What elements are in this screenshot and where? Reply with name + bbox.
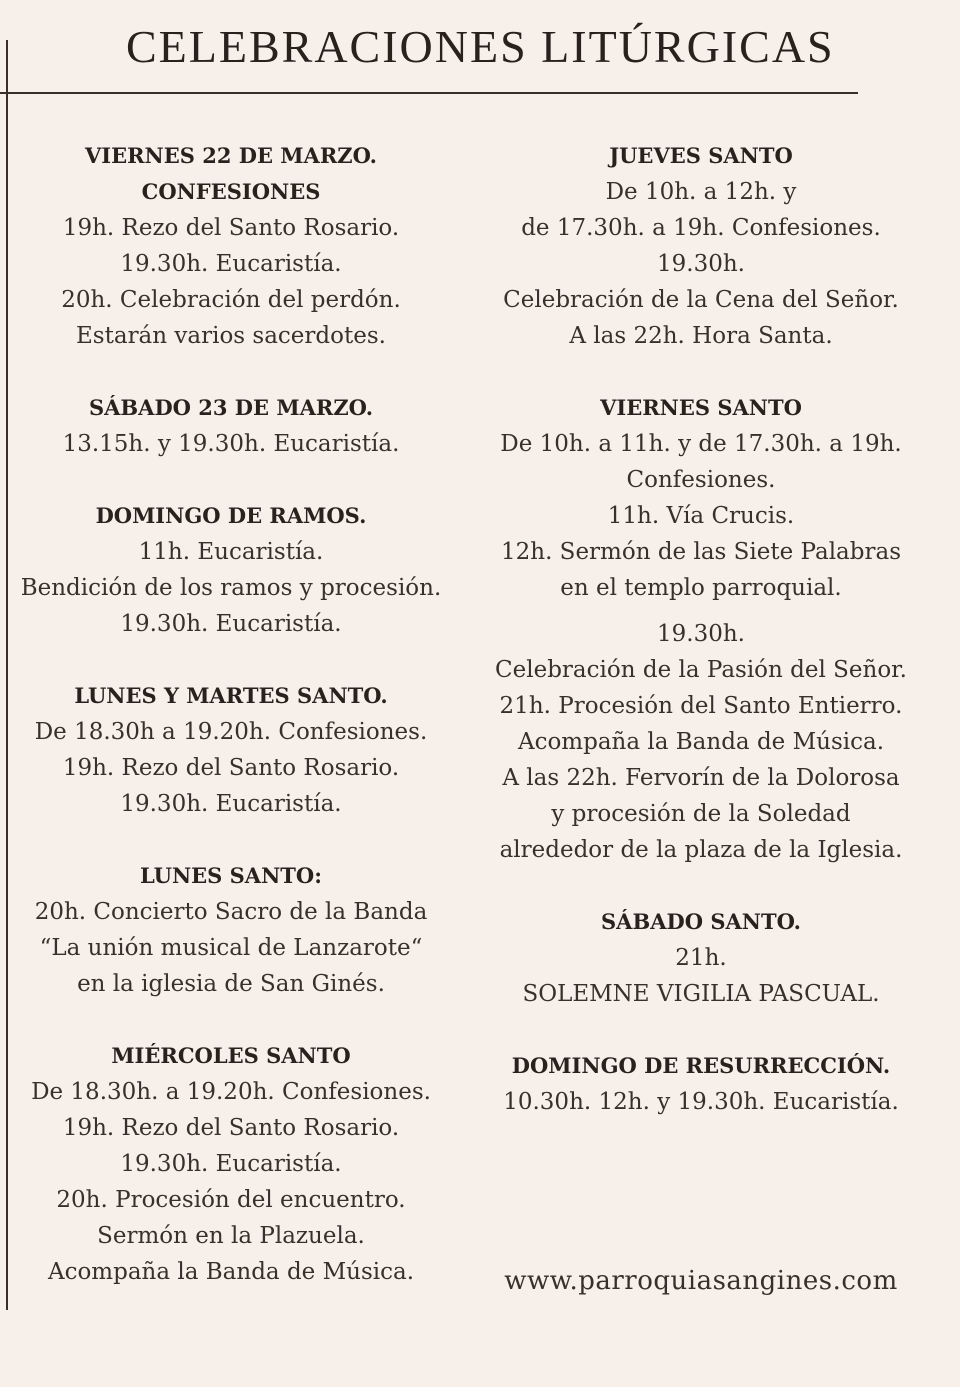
schedule-line: 19.30h. Eucaristía. <box>120 251 342 277</box>
schedule-line: 19h. Rezo del Santo Rosario. <box>62 755 400 781</box>
schedule-line: Acompaña la Banda de Música. <box>47 1259 415 1285</box>
section-jueves-santo <box>470 138 932 354</box>
section-domingo-ramos <box>6 498 456 642</box>
schedule-line: 11h. Vía Crucis. <box>607 503 795 529</box>
right-column <box>470 138 932 1156</box>
schedule-line: 20h. Procesión del encuentro. <box>56 1187 406 1213</box>
schedule-line: 20h. Concierto Sacro de la Banda <box>34 899 428 925</box>
section-heading: VIERNES 22 DE MARZO. <box>84 143 377 168</box>
schedule-line: Sermón en la Plazuela. <box>97 1223 365 1249</box>
schedule-line: 19.30h. Eucaristía. <box>120 611 342 637</box>
section-heading: SÁBADO SANTO. <box>601 909 801 934</box>
schedule-line: Acompaña la Banda de Música. <box>517 729 885 755</box>
schedule-line: De 10h. a 11h. y de 17.30h. a 19h. <box>500 431 902 457</box>
section-heading: VIERNES SANTO <box>600 395 802 420</box>
section-viernes-santo <box>470 390 932 868</box>
section-heading: DOMINGO DE RESURRECCIÓN. <box>511 1053 891 1078</box>
schedule-line: Celebración de la Pasión del Señor. <box>495 657 907 683</box>
schedule-line: SOLEMNE VIGILIA PASCUAL. <box>522 981 880 1007</box>
schedule-line: De 18.30h. a 19.20h. Confesiones. <box>31 1079 431 1105</box>
paragraph-gap <box>470 606 932 616</box>
schedule-line: 13.15h. y 19.30h. Eucaristía. <box>62 431 400 457</box>
schedule-line: 19.30h. Eucaristía. <box>120 1151 342 1177</box>
schedule-line: 19.30h. <box>657 251 745 277</box>
schedule-line: De 18.30h a 19.20h. Confesiones. <box>34 719 428 745</box>
schedule-line: 21h. Procesión del Santo Entierro. <box>499 693 903 719</box>
schedule-line: Bendición de los ramos y procesión. <box>20 575 442 601</box>
section-lunes-martes-santo <box>6 678 456 822</box>
schedule-line: 21h. <box>675 945 727 971</box>
section-miercoles-santo <box>6 1038 456 1290</box>
section-sabado-23 <box>6 390 456 462</box>
schedule-line: A las 22h. Hora Santa. <box>569 323 833 349</box>
schedule-line: 19.30h. <box>657 621 745 647</box>
section-domingo-resurreccion <box>470 1048 932 1120</box>
schedule-line: y procesión de la Soledad <box>551 801 851 827</box>
section-heading: LUNES Y MARTES SANTO. <box>74 683 388 708</box>
left-column <box>6 138 456 1326</box>
schedule-line: Confesiones. <box>626 467 776 493</box>
schedule-line: Estarán varios sacerdotes. <box>76 323 386 349</box>
section-heading: JUEVES SANTO <box>609 143 793 168</box>
schedule-line: 19.30h. Eucaristía. <box>120 791 342 817</box>
section-viernes-22 <box>6 138 456 354</box>
section-heading: DOMINGO DE RAMOS. <box>95 503 367 528</box>
page-title: CELEBRACIONES LITÚRGICAS <box>126 21 835 72</box>
schedule-line: Celebración de la Cena del Señor. <box>503 287 899 313</box>
schedule-line: 19h. Rezo del Santo Rosario. <box>62 1115 400 1141</box>
schedule-line: 11h. Eucaristía. <box>138 539 324 565</box>
schedule-line: en la iglesia de San Ginés. <box>77 971 385 997</box>
schedule-line: 10.30h. 12h. y 19.30h. Eucaristía. <box>503 1089 899 1115</box>
section-heading: LUNES SANTO: <box>140 863 322 888</box>
schedule-line: alrededor de la plaza de la Iglesia. <box>499 837 903 863</box>
schedule-line: 12h. Sermón de las Siete Palabras <box>500 539 902 565</box>
section-heading: SÁBADO 23 DE MARZO. <box>88 395 374 420</box>
schedule-line: de 17.30h. a 19h. Confesiones. <box>521 215 881 241</box>
schedule-line: A las 22h. Fervorín de la Dolorosa <box>502 765 900 791</box>
schedule-line: 20h. Celebración del perdón. <box>61 287 401 313</box>
section-sabado-santo <box>470 904 932 1012</box>
section-heading: CONFESIONES <box>141 179 321 204</box>
schedule-line: 19h. Rezo del Santo Rosario. <box>62 215 400 241</box>
schedule-line: De 10h. a 12h. y <box>605 179 797 205</box>
website-link[interactable]: www.parroquiasangines.com <box>504 1266 898 1296</box>
section-lunes-santo <box>6 858 456 1002</box>
schedule-line: “La unión musical de Lanzarote“ <box>39 935 423 961</box>
section-heading: MIÉRCOLES SANTO <box>111 1043 351 1068</box>
schedule-line: en el templo parroquial. <box>560 575 842 601</box>
title-underline <box>0 92 858 94</box>
